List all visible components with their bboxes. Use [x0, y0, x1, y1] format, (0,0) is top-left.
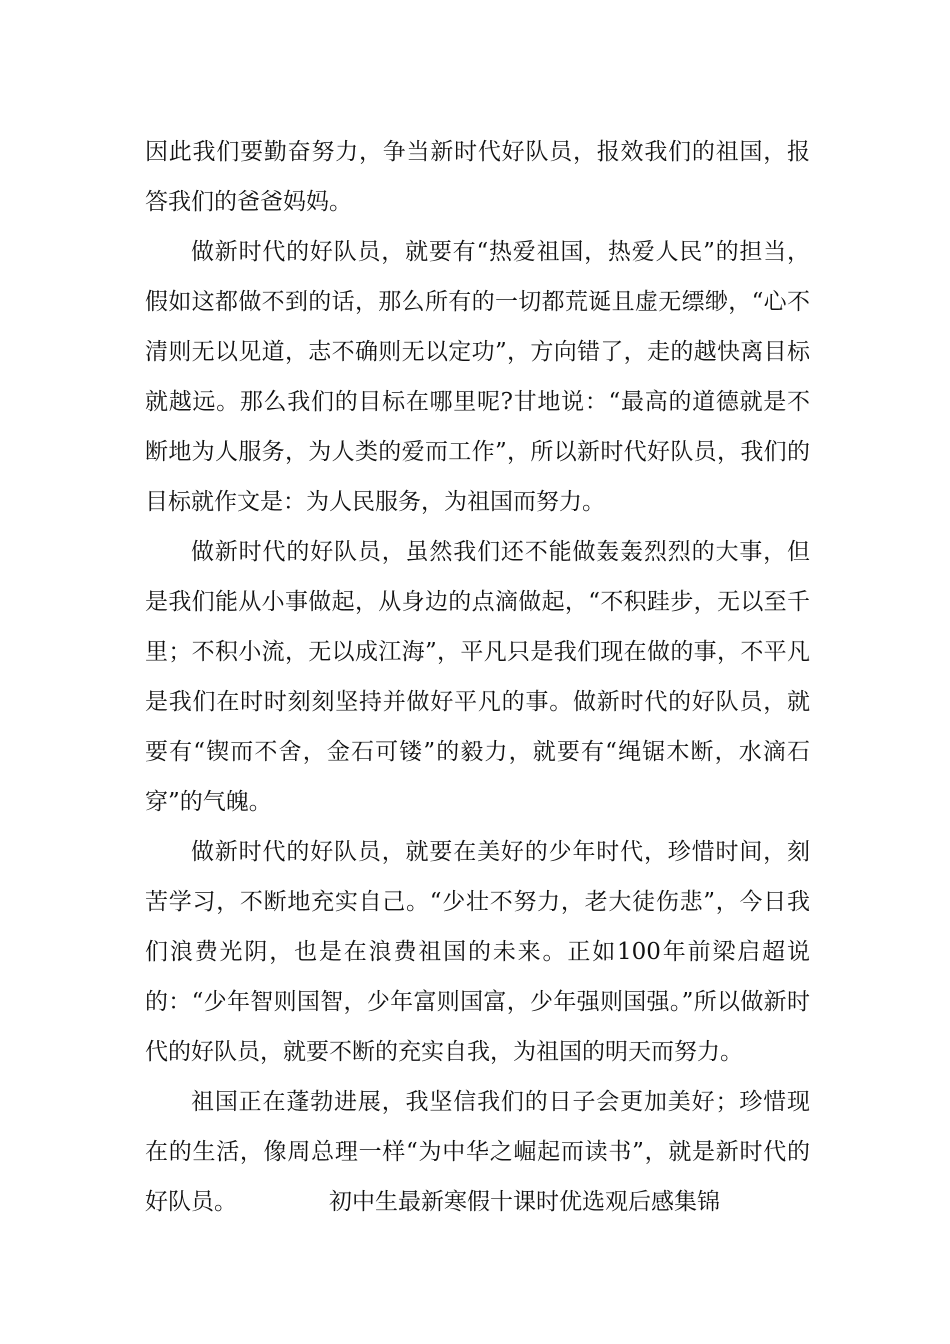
paragraph-5-text: 祖国正在蓬勃进展，我坚信我们的日子会更加美好；珍惜现在的生活，像周总理一样“为中华之崛起而读书”，就是新时代的好队员。 — [145, 1089, 810, 1215]
paragraph-3: 做新时代的好队员，虽然我们还不能做轰轰烈烈的大事，但是我们能从小事做起，从身边的点滴做起，“不积跬步，无以至千里；不积小流，无以成江海”，平凡只是我们现在做的事，不平凡是我们在时时刻刻坚持并做好平凡的事。做新时代的好队员，就要有“锲而不舍，金石可镂”的毅力，就要有“绳锯木断，水滴石穿”的气魄。 — [145, 539, 810, 815]
trailing-title: 初中生最新寒假十课时优选观后感集锦 — [329, 1189, 720, 1215]
paragraph-2: 做新时代的好队员，就要有“热爱祖国，热爱人民”的担当，假如这都做不到的话，那么所有的一切都荒诞且虚无缥缈，“心不清则无以见道，志不确则无以定功”，方向错了，走的越快离目标就越远。那么我们的目标在哪里呢?甘地说：“最高的道德就是不断地为人服务，为人类的爱而工作”，所以新时代好队员，我们的目标就作文是：为人民服务，为祖国而努力。 — [145, 239, 810, 515]
paragraph-1: 因此我们要勤奋努力，争当新时代好队员，报效我们的祖国，报答我们的爸爸妈妈。 — [145, 139, 810, 215]
document-body — [145, 127, 810, 1227]
paragraph-5 — [145, 1077, 810, 1227]
paragraph-4: 做新时代的好队员，就要在美好的少年时代，珍惜时间，刻苦学习，不断地充实自己。“少壮不努力，老大徒伤悲”，今日我们浪费光阴，也是在浪费祖国的未来。正如100年前梁启超说的：“少年智则国智，少年富则国富，少年强则国强。”所以做新时代的好队员，就要不断的充实自我，为祖国的明天而努力。 — [145, 839, 810, 1065]
